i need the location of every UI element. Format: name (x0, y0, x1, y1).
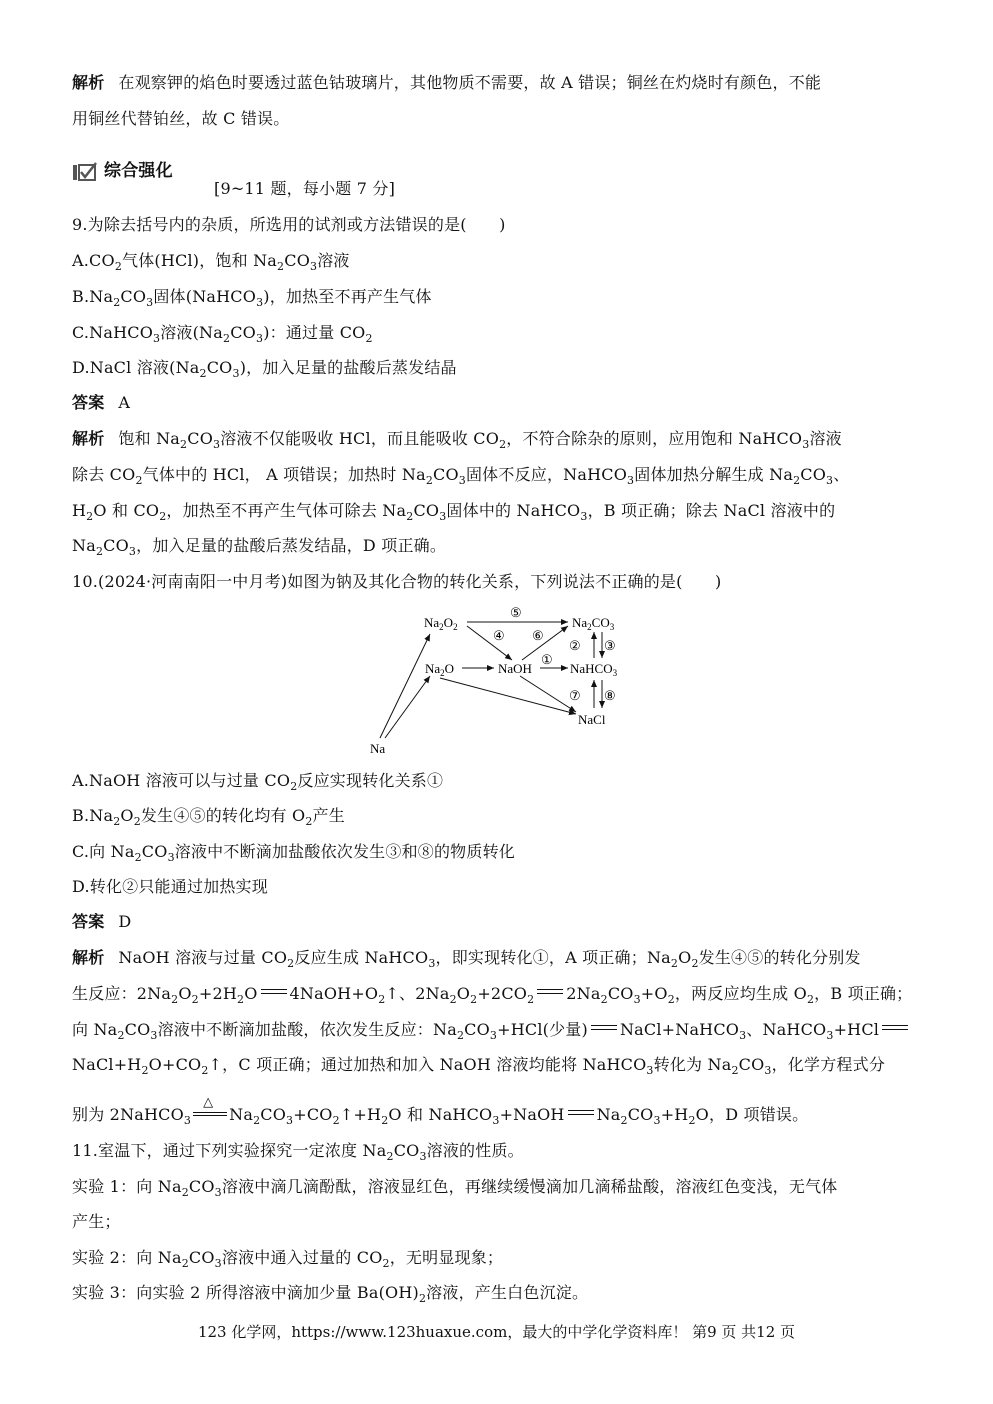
subscript: 3 (627, 474, 635, 487)
text-run: 溶液中通入过量的 CO (221, 1248, 383, 1267)
q9-stem: 9.为除去括号内的杂质，所选用的试剂或方法错误的是( ) (72, 215, 506, 234)
text-run: 11.室温下，通过下列实验探究一定浓度 Na (72, 1141, 387, 1160)
text-run: 实验 2：向 Na (72, 1248, 182, 1267)
arrow-4 (467, 626, 512, 660)
text-run: O (120, 806, 134, 825)
text-run: 实验 1：向 Na (72, 1177, 182, 1196)
subscript: 2 (223, 332, 231, 345)
text-run: CO (464, 1020, 490, 1039)
q9-analysis-line-4 (72, 535, 446, 557)
equal-sign (591, 1024, 617, 1032)
subscript: 2 (113, 815, 121, 828)
text-run: C.向 Na (72, 842, 135, 861)
q10-stem: 10.(2024·河南南阳一中月考)如图为钠及其化合物的转化关系，下列说法不正确的是( ) (72, 572, 722, 591)
text-run: CO (607, 984, 634, 1003)
text-run: +O (640, 984, 668, 1003)
text-run: CO (738, 1055, 765, 1074)
q11-experiment-1-cont: 产生； (72, 1212, 121, 1231)
text-run: 、NaHCO (746, 1020, 827, 1039)
text-run: H (72, 501, 87, 520)
text-run: CO (188, 1248, 215, 1267)
text-run: 除去 CO (72, 465, 136, 484)
subscript: 3 (419, 1150, 427, 1163)
step-6: ⑥ (532, 628, 544, 643)
text-run: CO (260, 1105, 287, 1124)
text-run: D.NaCl 溶液(Na (72, 358, 200, 377)
equal-sign (261, 988, 287, 996)
text-run: O (244, 984, 258, 1003)
subscript: 2 (86, 510, 94, 523)
subscript: 3 (492, 1114, 500, 1127)
text-run: ↑+H (339, 1105, 382, 1124)
text-run: 溶液(Na (160, 323, 224, 342)
subscript: 3 (167, 851, 175, 864)
text-run: 反应实现转化关系① (297, 771, 444, 790)
text-run: 气体中的 HCl， A 项错误；加热时 Na (142, 465, 426, 484)
text-run: CO (206, 358, 233, 377)
q11-experiment-2 (72, 1247, 503, 1269)
text-run: O 和 NaHCO (388, 1105, 493, 1124)
q10-option-d (72, 876, 268, 898)
text-run: +CO (293, 1105, 333, 1124)
label-na2o: $Na_2O$ (425, 661, 455, 678)
q9-analysis-line-2 (72, 464, 849, 486)
text-run: 固体加热分解生成 Na (634, 465, 794, 484)
subscript: 2 (527, 993, 535, 1006)
text-run: O+CO (148, 1055, 202, 1074)
subscript: 2 (135, 474, 143, 487)
subscript: 3 (764, 1064, 772, 1077)
heat-condition-sign: △ (193, 1106, 227, 1118)
subscript: 3 (428, 957, 436, 970)
subscript: 2 (449, 993, 457, 1006)
text-run: NaCl+H (72, 1055, 142, 1074)
subscript: 3 (183, 1114, 192, 1127)
q10-analysis-line-3 (72, 1019, 911, 1041)
subscript: 2 (305, 815, 313, 828)
label-naoh: NaOH (498, 661, 532, 676)
subscript: 2 (470, 993, 478, 1006)
q9-option-c (72, 322, 373, 344)
section-title: 综合强化 (104, 161, 173, 181)
step-3: ③ (604, 638, 616, 653)
subscript: 2 (365, 332, 373, 345)
text-run: NaCl+NaHCO (619, 1020, 740, 1039)
subscript: 3 (214, 1257, 222, 1270)
text-run: A.NaOH 溶液可以与过量 CO (72, 771, 291, 790)
q10-answer: 答案 D (72, 912, 132, 931)
subscript: 2 (691, 957, 699, 970)
text-run: ，即实现转化①，A 项正确；Na (435, 948, 671, 967)
subscript: 2 (171, 993, 179, 1006)
page-footer: 123 化学网，https://www.123huaxue.com，最大的中学化学资料库！ 第9 页 共12 页 (197, 1323, 796, 1341)
subscript: 3 (153, 332, 161, 345)
text-run: 转化为 Na (653, 1055, 732, 1074)
q9-option-a (72, 250, 350, 272)
text-run: 发生④⑤的转化分别发 (698, 948, 861, 967)
subscript: 2 (386, 1150, 394, 1163)
text-run: CO (627, 1105, 654, 1124)
subscript: 2 (133, 815, 141, 828)
subscript: 2 (418, 1292, 427, 1305)
step-8: ⑧ (604, 688, 616, 703)
text-run: A.CO (72, 251, 115, 270)
subscript: 2 (199, 367, 207, 380)
subscript: 2 (381, 1114, 389, 1127)
q9-analysis-line-3 (72, 500, 835, 522)
label-nahco3: NaHCO$_3$ (570, 661, 618, 678)
subscript: 2 (667, 993, 675, 1006)
text-run: ，无明显现象； (389, 1248, 504, 1267)
text-run: 固体(NaHCO (153, 287, 257, 306)
label-na: Na (370, 741, 386, 756)
subscript: 2 (793, 474, 801, 487)
subscript: 3 (802, 438, 810, 451)
subscript: 2 (253, 1114, 261, 1127)
subscript: 3 (458, 474, 466, 487)
text-run: 溶液 (809, 429, 842, 448)
text-run: CO (393, 1141, 420, 1160)
subscript: 2 (456, 1029, 465, 1042)
subscript: 2 (117, 1029, 125, 1042)
subscript: 2 (113, 296, 121, 309)
subscript: 2 (180, 438, 188, 451)
subscript: 3 (232, 367, 240, 380)
text-run: 固体中的 NaHCO (446, 501, 581, 520)
subscript: 2 (141, 1064, 149, 1077)
analysis-label: 解析 (72, 73, 105, 92)
arrow-na2o-to-nacl (440, 678, 576, 714)
text-run: 气体(HCl)，饱和 Na (122, 251, 278, 270)
q10-analysis-line-5 (72, 1095, 809, 1127)
text-run: 溶液 (317, 251, 350, 270)
subscript: 3 (150, 1029, 158, 1042)
section-note: [9~11 题，每小题 7 分] (214, 179, 396, 198)
text-run: +2H (198, 984, 237, 1003)
subscript: 2 (159, 510, 167, 523)
q9-option-b (72, 286, 432, 308)
subscript: 2 (499, 438, 507, 451)
text-run: CO (284, 251, 311, 270)
text-run: +HCl (833, 1020, 880, 1039)
subscript: 2 (406, 510, 414, 523)
equal-sign (568, 1109, 594, 1117)
text-run: 向 Na (72, 1020, 118, 1039)
checklist-icon (72, 162, 98, 182)
subscript: 3 (439, 510, 447, 523)
subscript: 3 (826, 474, 834, 487)
text-run: Na (229, 1105, 254, 1124)
subscript: 2 (191, 993, 199, 1006)
text-run: 溶液中不断滴加盐酸依次发生③和⑧的物质转化 (174, 842, 515, 861)
subscript: 3 (128, 545, 137, 558)
q8-analysis-line-1: 解析 在观察钾的焰色时要透过蓝色钴玻璃片，其他物质不需要，故 A 错误；铜丝在灼烧时有颜色，不能 (72, 73, 822, 92)
text-run: ↑、2Na (385, 984, 450, 1003)
subscript: 3 (489, 1029, 498, 1042)
subscript: 3 (286, 1114, 294, 1127)
subscript: 3 (826, 1029, 834, 1042)
step-4: ④ (493, 628, 505, 643)
q10-option-b (72, 805, 345, 827)
label-nacl: NaCl (578, 712, 606, 727)
subscript: 2 (181, 1257, 189, 1270)
text-run: ，化学方程式分 (771, 1055, 886, 1074)
sodium-conversion-diagram (360, 600, 630, 762)
subscript: 3 (256, 296, 264, 309)
arrow-na-to-na2o (385, 676, 430, 738)
subscript: 3 (739, 1029, 747, 1042)
text-run: 溶液的性质。 (426, 1141, 524, 1160)
text-run: D.转化②只能通过加热实现 (72, 877, 268, 896)
q11-stem (72, 1140, 524, 1162)
subscript: 2 (382, 1257, 390, 1270)
text-run: Na (72, 536, 96, 555)
subscript: 2 (688, 1114, 696, 1127)
text-run: NaOH 溶液与过量 CO (118, 948, 288, 967)
text-run: 溶液不仅能吸收 HCl，而且能吸收 CO (220, 429, 500, 448)
text-run: O (456, 984, 471, 1003)
text-run: O，D 项错误。 (695, 1105, 809, 1124)
text-run: CO (413, 501, 440, 520)
subscript: 3 (653, 1114, 661, 1127)
q9-answer: 答案 A (72, 393, 131, 412)
text-run: CO (188, 1177, 215, 1196)
subscript: 2 (95, 545, 104, 558)
step-5: ⑤ (510, 605, 522, 620)
subscript: 2 (332, 1114, 340, 1127)
subscript: 3 (310, 260, 318, 273)
text-run: )：通过量 CO (263, 323, 366, 342)
text-run: 固体不反应，NaHCO (465, 465, 628, 484)
text-run: ，B 项正确；除去 NaCl 溶液中的 (587, 501, 836, 520)
q10-analysis-line-1: 解析 NaOH 溶液与过量 $CO_2$反应生成 NaHCO$_3$，即实现转化①，A 项正确；$Na_2O_2$发生④⑤的转化分别发 (72, 948, 861, 970)
step-7: ⑦ (569, 688, 581, 703)
text-run: 、 (833, 465, 850, 484)
subscript: 2 (620, 1114, 628, 1127)
subscript: 3 (633, 993, 641, 1006)
subscript: 2 (181, 1186, 189, 1199)
q10-option-a (72, 770, 443, 792)
text-run: 别为 2NaHCO (72, 1105, 184, 1124)
step-1: ① (541, 652, 553, 667)
q10-analysis-line-4 (72, 1054, 885, 1076)
text-run: +2CO (477, 984, 528, 1003)
text-run: ，两反应均生成 O (674, 984, 807, 1003)
text-run: ，加热至不再产生气体可除去 Na (166, 501, 407, 520)
subscript: 2 (378, 993, 386, 1006)
text-run: CO (187, 429, 214, 448)
subscript: 2 (670, 957, 679, 970)
equal-sign (537, 988, 563, 996)
text-run: 溶液，产生白色沉淀。 (426, 1283, 589, 1302)
step-2: ② (569, 638, 581, 653)
text-run: 发生④⑤的转化均有 O (140, 806, 306, 825)
text-run: O (678, 948, 692, 967)
text-run: CO (103, 536, 129, 555)
text-run: CO (800, 465, 827, 484)
subscript: 3 (255, 332, 264, 345)
subscript: 2 (425, 474, 434, 487)
text-run: B.Na (72, 287, 114, 306)
text-run: )，加入足量的盐酸后蒸发结晶 (239, 358, 457, 377)
label-na2o2: $Na_2O_2$ (424, 615, 458, 632)
text-run: 4NaOH+O (289, 984, 379, 1003)
text-run: ，不符合除杂的原则，应用饱和 NaHCO (506, 429, 803, 448)
q9-analysis-line-1: 解析 饱和 $Na_2CO_3$溶液不仅能吸收 HCl，而且能吸收 $CO_2$，不符合除杂的原则，应用饱和 NaHCO$_3$溶液 (72, 429, 842, 451)
label-na2co3: $Na_2CO_3$ (572, 615, 615, 632)
subscript: 2 (600, 993, 608, 1006)
text-run: CO (141, 842, 168, 861)
subscript: 3 (213, 438, 221, 451)
text-run: CO (230, 323, 256, 342)
text-run: C.NaHCO (72, 323, 154, 342)
text-run: B.Na (72, 806, 114, 825)
subscript: 2 (201, 1064, 209, 1077)
text-run: 2Na (566, 984, 601, 1003)
text-run: 溶液中不断滴加盐酸，依次发生反应：Na (157, 1020, 457, 1039)
subscript: 2 (237, 993, 245, 1006)
text-run: CO (120, 287, 147, 306)
text-run: CO (433, 465, 459, 484)
text-run: CO (124, 1020, 151, 1039)
text-run: 反应生成 NaHCO (294, 948, 429, 967)
q11-experiment-1 (72, 1176, 837, 1198)
text-run: +H (660, 1105, 689, 1124)
subscript: 3 (646, 1064, 654, 1077)
text-run: O (178, 984, 192, 1003)
text-run: 生反应：2Na (72, 984, 172, 1003)
q10-analysis-line-2 (72, 983, 912, 1005)
text-run: ↑，C 项正确；通过加热和加入 NaOH 溶液均能将 NaHCO (208, 1055, 647, 1074)
text-run: +NaOH (499, 1105, 565, 1124)
subscript: 2 (287, 957, 295, 970)
q10-option-c (72, 841, 515, 863)
equal-sign (882, 1024, 908, 1032)
subscript: 3 (214, 1186, 222, 1199)
subscript: 2 (290, 780, 298, 793)
subscript: 2 (731, 1064, 739, 1077)
text-run: )，加热至不再产生气体 (263, 287, 432, 306)
text-run: ，B 项正确； (814, 984, 913, 1003)
text-run: ，加入足量的盐酸后蒸发结晶，D 项正确。 (136, 536, 447, 555)
text-run: 产生 (312, 806, 345, 825)
text-run: 溶液中滴几滴酚酞，溶液显红色，再继续缓慢滴加几滴稀盐酸，溶液红色变浅，无气体 (221, 1177, 838, 1196)
subscript: 2 (134, 851, 142, 864)
q11-experiment-3 (72, 1282, 588, 1304)
text-run: +HCl(少量) (497, 1020, 588, 1039)
subscript: 3 (146, 296, 154, 309)
q8-analysis-line-2: 用铜丝代替铂丝，故 C 错误。 (72, 109, 290, 128)
subscript: 2 (277, 260, 285, 273)
text-run: Na (596, 1105, 621, 1124)
text-run: 实验 3：向实验 2 所得溶液中滴加少量 Ba(OH) (72, 1283, 419, 1302)
text-run: 饱和 Na (118, 429, 181, 448)
subscript: 2 (806, 993, 815, 1006)
text-run: O 和 CO (93, 501, 160, 520)
q9-option-d (72, 357, 457, 379)
subscript: 3 (580, 510, 588, 523)
subscript: 2 (114, 260, 123, 273)
